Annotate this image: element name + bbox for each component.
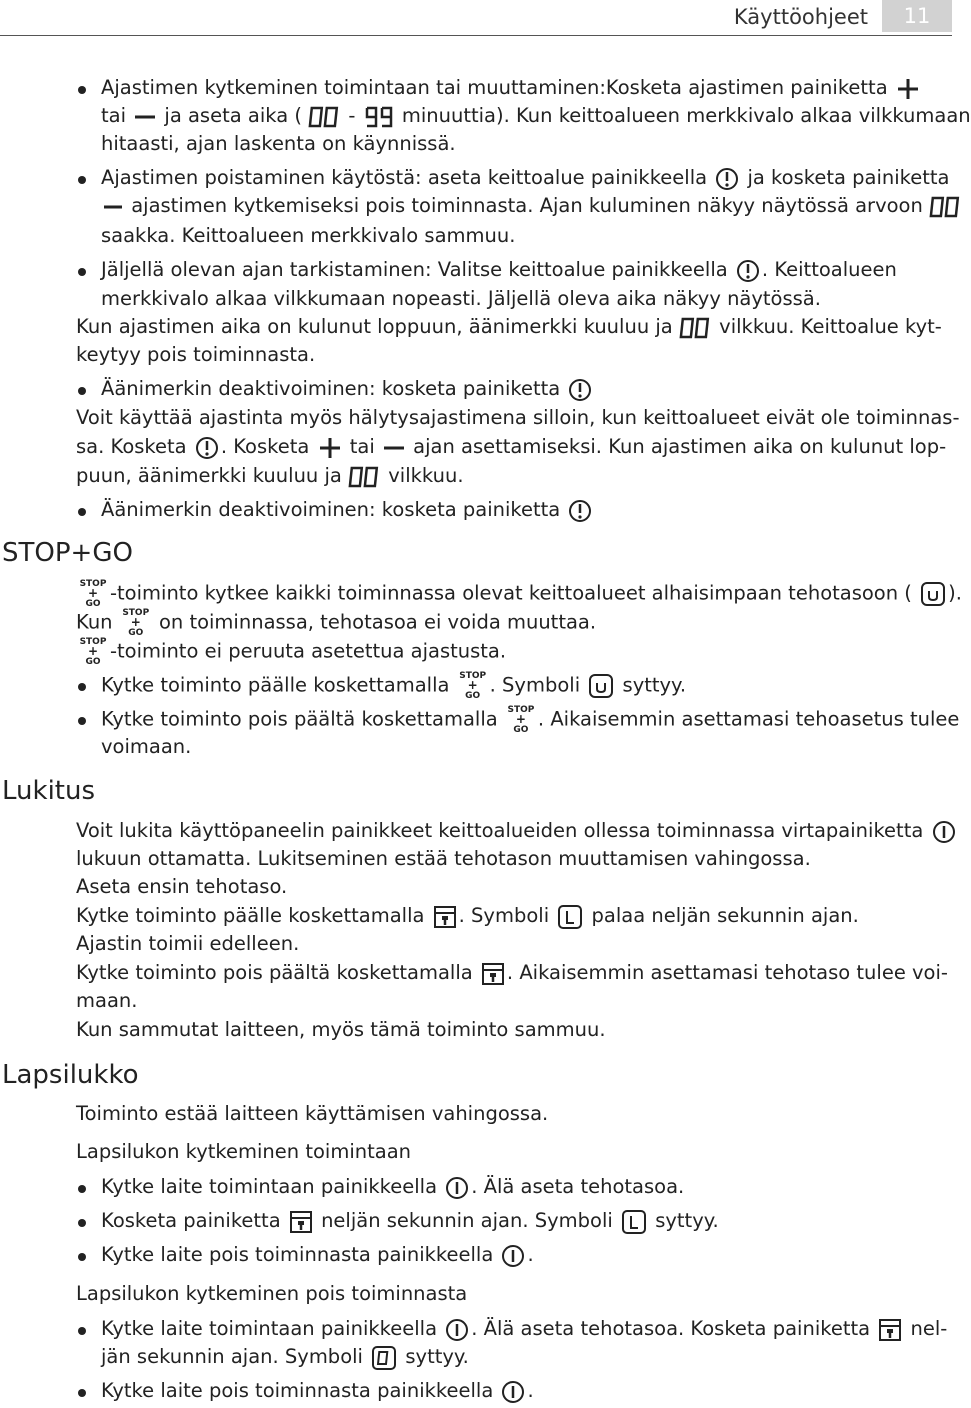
zero-symbol-icon <box>371 1345 397 1371</box>
text-line: Kytke laite toimintaan painikkeella . Älä aseta tehotasoa. Kosketa painiketta nel- <box>101 1317 948 1340</box>
header-rule <box>0 35 952 36</box>
bullet <box>78 387 86 395</box>
bullet <box>78 1389 86 1397</box>
minus-icon <box>134 107 156 127</box>
text-line: Äänimerkin deaktivoiminen: kosketa painiketta <box>101 496 594 524</box>
stopgo-icon: STOP + GO <box>79 579 107 609</box>
text-line: Ajastimen poistaminen käytöstä: aseta keittoalue painikkeella ja kosketa painiketta <box>101 166 950 189</box>
text-line: Kytke laite pois toiminnasta painikkeella . <box>101 1243 534 1266</box>
text-line: Kytke laite pois toiminnasta painikkeella . <box>101 1379 534 1402</box>
text-line: maan. <box>76 989 138 1012</box>
display-00-icon <box>931 196 961 218</box>
text-line: jän sekunnin ajan. Symboli syttyy. <box>101 1343 469 1371</box>
text-line: keytyy pois toiminnasta. <box>76 343 316 366</box>
minus-icon <box>383 438 405 458</box>
stopgo-icon: STOP + GO <box>459 671 487 701</box>
section-heading-stopgo: STOP+GO <box>2 538 133 568</box>
bullet <box>78 717 86 725</box>
text-line: lukuun ottamatta. Lukitseminen estää tehotason muuttamisen vahingossa. <box>76 847 811 870</box>
minus-icon <box>103 197 123 217</box>
text-line: Kytke toiminto päälle koskettamalla STOP + GO . Symboli syttyy. <box>101 671 687 701</box>
power-icon <box>932 820 956 844</box>
header-title: Käyttöohjeet <box>733 5 868 29</box>
text-line: Toiminto estää laitteen käyttämisen vahingossa. <box>76 1102 549 1125</box>
display-99-icon <box>364 106 394 128</box>
subheading: Lapsilukon kytkeminen pois toiminnasta <box>76 1282 468 1305</box>
lock-symbol-icon <box>621 1209 647 1235</box>
lowest-power-icon <box>588 673 614 699</box>
text-line: Kytke laite toimintaan painikkeella . Älä aseta tehotasoa. <box>101 1175 685 1198</box>
stopgo-icon: STOP + GO <box>122 608 150 638</box>
bullet <box>78 86 86 94</box>
section-heading-child-lock: Lapsilukko <box>2 1060 139 1090</box>
display-00-icon <box>350 466 380 488</box>
bullet <box>78 176 86 184</box>
bullet <box>78 508 86 516</box>
subheading: Lapsilukon kytkeminen toimintaan <box>76 1140 412 1163</box>
lock-button-icon <box>878 1318 902 1342</box>
bullet <box>78 1327 86 1335</box>
lock-symbol-icon <box>557 904 583 930</box>
lowest-power-icon <box>920 581 946 607</box>
text-line: Ajastimen kytkeminen toimintaan tai muuttaminen:Kosketa ajastimen painiketta <box>101 74 922 102</box>
text-line: Aseta ensin tehotaso. <box>76 875 288 898</box>
zone-select-icon <box>736 259 760 283</box>
text-line: ajastimen kytkemiseksi pois toiminnasta. Ajan kuluminen näkyy näytössä arvoon <box>101 192 963 220</box>
text-line: sa. Kosketa . Kosketa tai ajan asettamiseksi. Kun ajastimen aika on kulunut lop- <box>76 435 947 458</box>
text-line: Kytke toiminto pois päältä koskettamalla STOP + GO . Aikaisemmin asettamasi tehoasetus tulee <box>101 705 960 735</box>
lock-button-icon <box>481 962 505 986</box>
lock-button-icon <box>433 905 457 929</box>
text-line: merkkivalo alkaa vilkkumaan nopeasti. Jäljellä oleva aika näkyy näytössä. <box>101 287 821 310</box>
text-line: Ajastin toimii edelleen. <box>76 932 300 955</box>
text-line: Voit käyttää ajastinta myös hälytysajastimena silloin, kun keittoalueet eivät ole toiminnas- <box>76 406 960 429</box>
text-line: Kun sammutat laitteen, myös tämä toiminto sammuu. <box>76 1018 606 1041</box>
page-number: 11 <box>882 0 952 32</box>
text-line: voimaan. <box>101 735 192 758</box>
display-00-icon <box>310 106 340 128</box>
bullet <box>78 1185 86 1193</box>
display-00-icon <box>681 317 711 339</box>
text-line: Kosketa painiketta neljän sekunnin ajan. Symboli syttyy. <box>101 1207 719 1235</box>
text-line: puun, äänimerkki kuuluu ja vilkkuu. <box>76 464 464 487</box>
bullet <box>78 268 86 276</box>
zone-select-icon <box>568 378 592 402</box>
text-line: STOP + GO -toiminto kytkee kaikki toiminnassa olevat keittoalueet alhaisimpaan tehotasoon ( ). <box>79 579 962 609</box>
power-icon <box>501 1244 525 1268</box>
text-line: Kytke toiminto pois päältä koskettamalla . Aikaisemmin asettamasi tehotaso tulee voi- <box>76 961 948 984</box>
lock-button-icon <box>289 1210 313 1234</box>
text-line: saakka. Keittoalueen merkkivalo sammuu. <box>101 224 516 247</box>
stopgo-icon: STOP + GO <box>79 637 107 667</box>
section-heading-lock: Lukitus <box>2 776 96 806</box>
zone-select-icon <box>195 436 219 460</box>
stopgo-icon: STOP + GO <box>507 705 535 735</box>
text-line: Voit lukita käyttöpaneelin painikkeet keittoalueiden ollessa toiminnassa virtapainiketta <box>76 817 958 845</box>
power-icon <box>501 1380 525 1404</box>
text-line: tai ja aseta aika ( - minuuttia). Kun keittoalueen merkkivalo alkaa vilkkumaan <box>101 104 971 127</box>
bullet <box>78 1219 86 1227</box>
zone-select-icon <box>568 499 592 523</box>
text-line: STOP + GO -toiminto ei peruuta asetettua ajastusta. <box>79 637 507 667</box>
plus-icon <box>318 436 342 460</box>
text-line: Kun ajastimen aika on kulunut loppuun, äänimerkki kuuluu ja vilkkuu. Keittoalue kyt- <box>76 315 942 338</box>
text-line: Kun STOP + GO on toiminnassa, tehotasoa ei voida muuttaa. <box>76 608 597 638</box>
plus-icon <box>896 77 920 101</box>
power-icon <box>445 1176 469 1200</box>
bullet <box>78 1253 86 1261</box>
text-line: hitaasti, ajan laskenta on käynnissä. <box>101 132 456 155</box>
bullet <box>78 683 86 691</box>
text-line: Jäljellä olevan ajan tarkistaminen: Valitse keittoalue painikkeella . Keittoalueen <box>101 258 897 281</box>
text-line: Kytke toiminto päälle koskettamalla . Symboli palaa neljän sekunnin ajan. <box>76 902 859 930</box>
text-line: Äänimerkin deaktivoiminen: kosketa painiketta <box>101 375 594 403</box>
power-icon <box>445 1318 469 1342</box>
zone-select-icon <box>715 167 739 191</box>
